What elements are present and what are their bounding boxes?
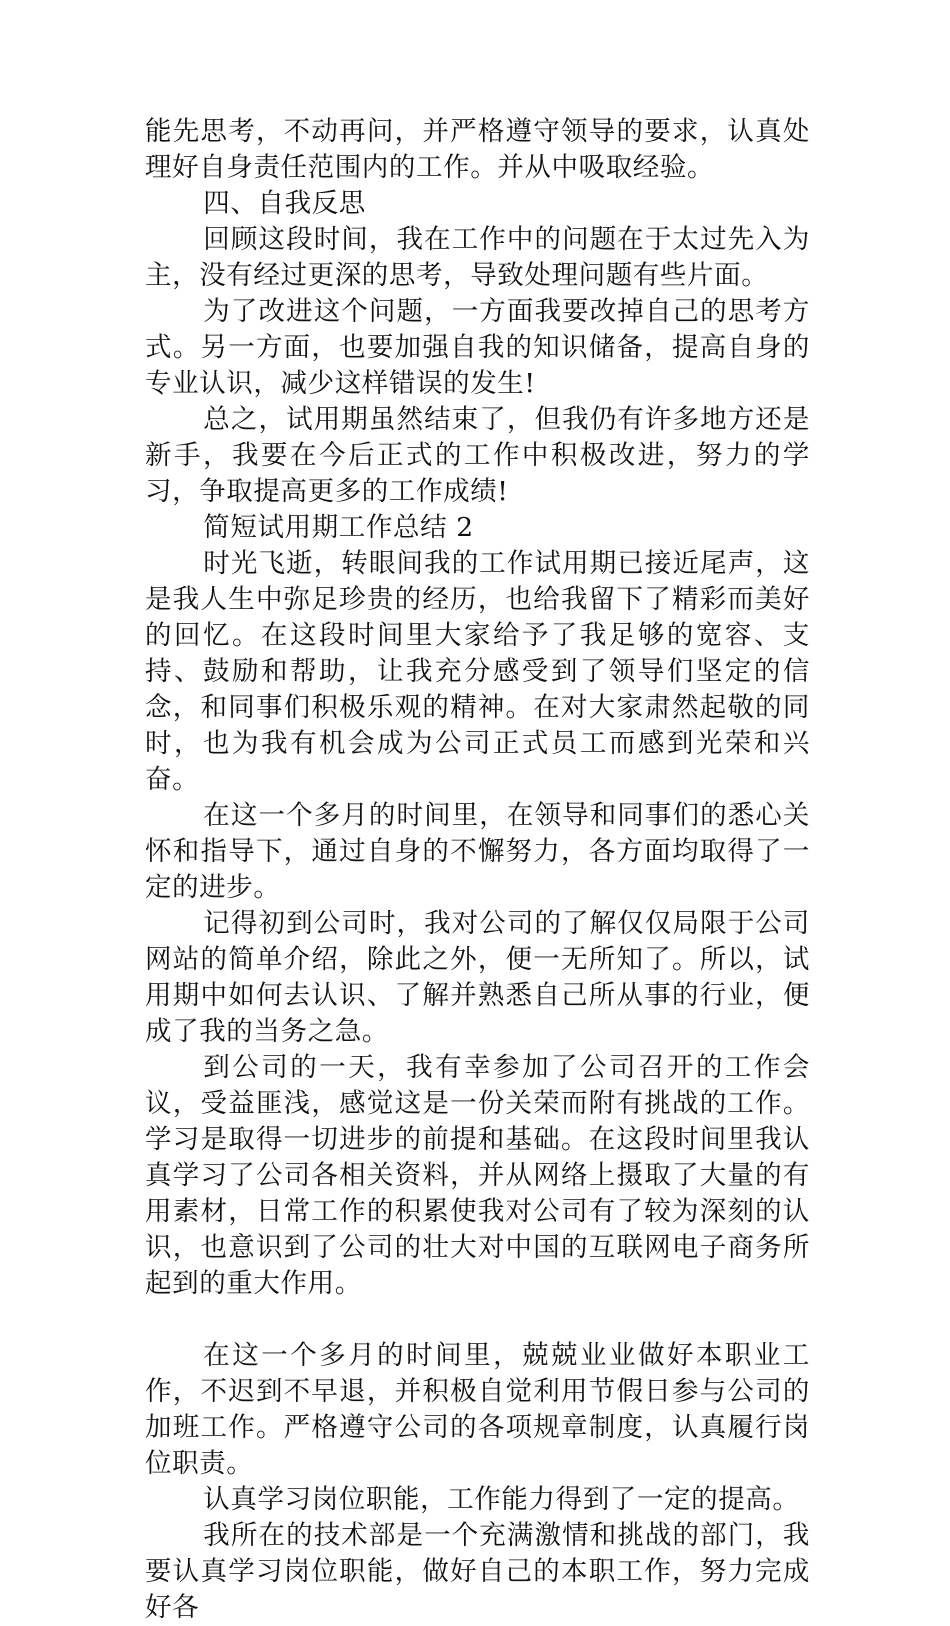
paragraph: 认真学习岗位职能，工作能力得到了一定的提高。	[203, 1484, 800, 1515]
section-heading-summary-2: 简短试用期工作总结 2	[203, 512, 474, 543]
paragraph: 记得初到公司时，我对公司的了解仅仅局限于公司网站的简单介绍，除此之外，便一无所知了。所以，试用期中如何去认识、了解并熟悉自己所从事的行业，便成了我的当务之急。	[145, 908, 810, 1047]
paragraph: 在这一个多月的时间里，兢兢业业做好本职业工作，不迟到不早退，并积极自觉利用节假日参与公司的加班工作。严格遵守公司的各项规章制度，认真履行岗位职责。	[145, 1340, 810, 1479]
section-heading-self-reflection: 四、自我反思	[203, 188, 366, 219]
paragraph: 为了改进这个问题，一方面我要改掉自己的思考方式。另一方面，也要加强自我的知识储备，提高自身的专业认识，减少这样错误的发生!	[145, 296, 810, 399]
blank-line	[145, 1302, 810, 1338]
paragraph: 回顾这段时间，我在工作中的问题在于太过先入为主，没有经过更深的思考，导致处理问题有些片面。	[145, 224, 810, 291]
paragraph: 到公司的一天，我有幸参加了公司召开的工作会议，受益匪浅，感觉这是一份关荣而附有挑战的工作。学习是取得一切进步的前提和基础。在这段时间里我认真学习了公司各相关资料，并从网络上摄取了大量的有用素材，日常工作的积累使我对公司有了较为深刻的认识，也意识到了公司的壮大对中国的互联网电子商务所起到的重大作用。	[145, 1052, 810, 1299]
paragraph: 在这一个多月的时间里，在领导和同事们的悉心关怀和指导下，通过自身的不懈努力，各方面均取得了一定的进步。	[145, 800, 810, 903]
paragraph: 我所在的技术部是一个充满激情和挑战的部门，我要认真学习岗位职能，做好自己的本职工作，努力完成好各	[145, 1520, 810, 1623]
paragraph-continuation: 能先思考，不动再问，并严格遵守领导的要求，认真处理好自身责任范围内的工作。并从中吸取经验。	[145, 116, 810, 183]
paragraph: 时光飞逝，转眼间我的工作试用期已接近尾声，这是我人生中弥足珍贵的经历，也给我留下了精彩而美好的回忆。在这段时间里大家给予了我足够的宽容、支持、鼓励和帮助，让我充分感受到了领导们坚定的信念，和同事们积极乐观的精神。在对大家肃然起敬的同时，也为我有机会成为公司正式员工而感到光荣和兴奋。	[145, 548, 810, 795]
paragraph: 总之，试用期虽然结束了，但我仍有许多地方还是新手，我要在今后正式的工作中积极改进，努力的学习，争取提高更多的工作成绩!	[145, 404, 810, 507]
document-body	[145, 114, 810, 1626]
